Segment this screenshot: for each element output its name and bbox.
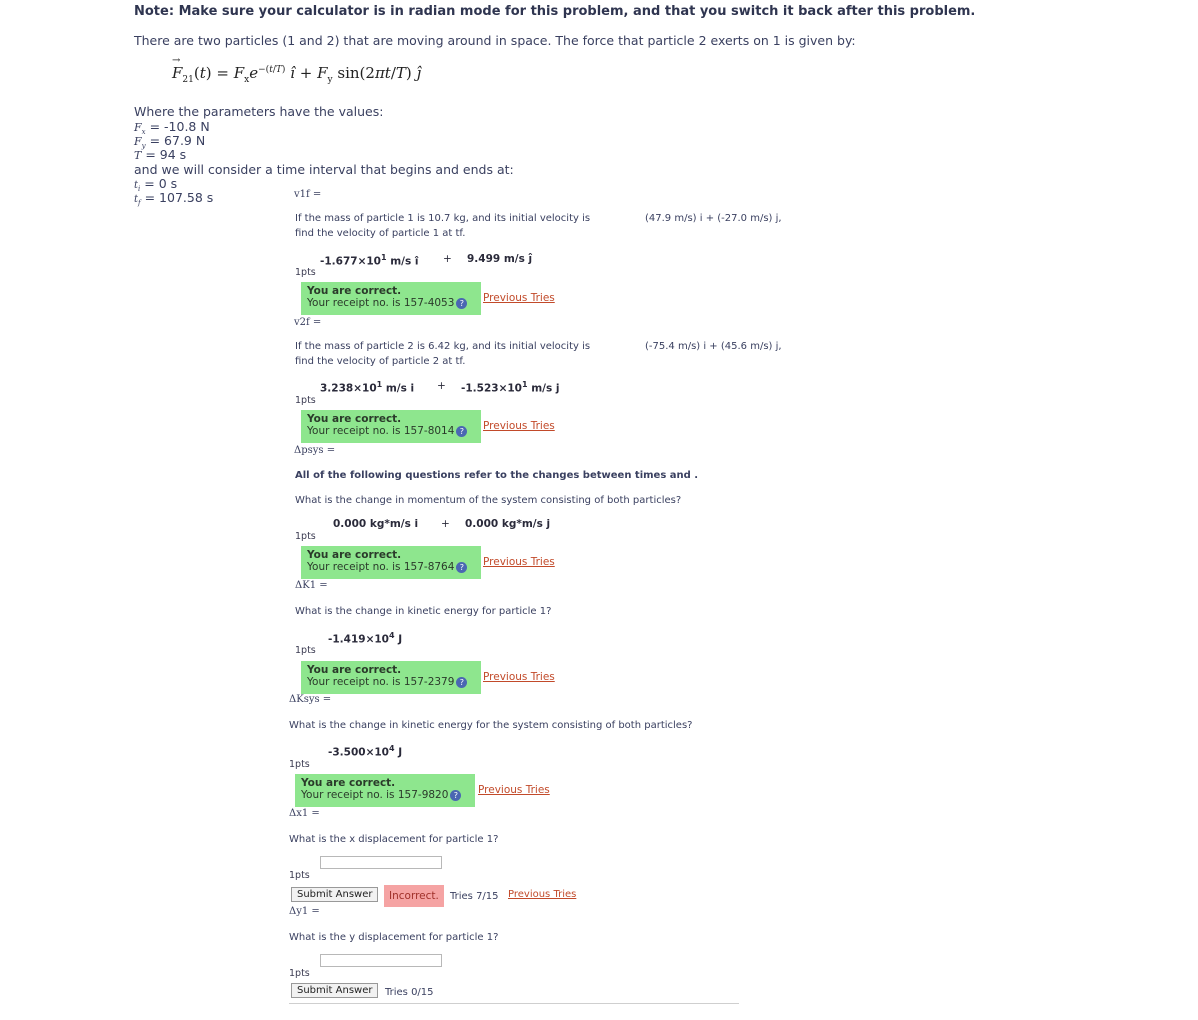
q4-points: 1pts (295, 645, 316, 656)
q3-answer-y: 0.000 kg*m/s j (465, 518, 551, 530)
q1-answer-x: $-1.677\times 10^1$ m/s î (320, 253, 419, 268)
interval-text: and we will consider a time interval that begins and ends at: (134, 162, 514, 177)
q4-label: ΔK1 = (295, 580, 328, 591)
help-icon[interactable]: ? (456, 426, 467, 437)
q6-label: Δx1 = (289, 808, 320, 819)
q3-header: All of the following questions refer to the changes between times and . (295, 470, 699, 481)
q6-previous-tries-link[interactable]: Previous Tries (508, 889, 577, 900)
q3-status: You are correct. (307, 549, 402, 561)
help-icon[interactable]: ? (456, 677, 467, 688)
q7-label: Δy1 = (289, 906, 320, 917)
q5-text: What is the change in kinetic energy for the system consisting of both particles? (289, 720, 693, 731)
q4-text: What is the change in kinetic energy for particle 1? (295, 606, 552, 617)
q1-points: 1pts (295, 267, 316, 278)
q4-receipt: Your receipt no. is 157-2379 (307, 676, 455, 688)
q7-points: 1pts (289, 968, 310, 979)
q3-previous-tries-link[interactable]: Previous Tries (483, 556, 555, 568)
help-icon[interactable]: ? (456, 562, 467, 573)
q7-tries: Tries 0/15 (385, 987, 434, 998)
q2-text: If the mass of particle 2 is 6.42 kg, and its initial velocity is find the velocity of particle 2 at tf. (295, 341, 591, 367)
q1-answer-y: 9.499 m/s ĵ (467, 253, 533, 265)
q1-previous-tries-link[interactable]: Previous Tries (483, 292, 555, 304)
q5-answer: $-3.500\times 10^4$ J (328, 744, 403, 759)
q2-plus: + (437, 380, 446, 392)
params-heading: Where the parameters have the values: (134, 104, 384, 119)
divider (289, 1003, 739, 1004)
q1-plus: + (443, 253, 452, 265)
q4-correct-box (301, 661, 481, 694)
help-icon[interactable]: ? (456, 298, 467, 309)
q1-status: You are correct. (307, 285, 402, 297)
force-formula: F → $_{21}(t) = F_xe^{-(t/T)}$ î + $F_y$ sin(2πt/T) ĵ (172, 55, 422, 85)
q2-previous-tries-link[interactable]: Previous Tries (483, 420, 555, 432)
q4-status: You are correct. (307, 664, 402, 676)
q6-points: 1pts (289, 870, 310, 881)
q3-receipt: Your receipt no. is 157-8764 (307, 561, 455, 573)
q2-receipt: Your receipt no. is 157-8014 (307, 425, 455, 437)
q1-receipt: Your receipt no. is 157-4053 (307, 297, 455, 309)
q5-previous-tries-link[interactable]: Previous Tries (478, 784, 550, 796)
q2-correct-box (301, 410, 481, 443)
q7-answer-input[interactable] (320, 954, 442, 967)
time-final: $t_f = 107.58$ s (134, 190, 214, 207)
q6-incorrect-badge: Incorrect. (384, 885, 444, 907)
q2-points: 1pts (295, 395, 316, 406)
q1-correct-box (301, 282, 481, 315)
q4-answer: $-1.419\times 10^4$ J (328, 631, 403, 646)
q3-points: 1pts (295, 531, 316, 542)
q6-text: What is the x displacement for particle 1? (289, 834, 499, 845)
q7-text: What is the y displacement for particle 1? (289, 932, 499, 943)
q5-receipt: Your receipt no. is 157-9820 (301, 789, 449, 801)
q3-plus: + (441, 518, 450, 530)
q2-answer-x: $3.238\times 10^1$ m/s i (320, 380, 415, 395)
q5-correct-box (295, 774, 475, 807)
q3-label: Δpsys = (294, 445, 336, 456)
q3-answer-x: 0.000 kg*m/s i (333, 518, 419, 530)
calculator-note: Note: Make sure your calculator is in radian mode for this problem, and that you switch it back after this problem. (134, 4, 976, 19)
help-icon[interactable]: ? (450, 790, 461, 801)
q2-label: v2f = (294, 317, 322, 328)
time-initial: $t_i = 0$ s (134, 176, 178, 193)
q1-label: v1f = (294, 189, 322, 200)
q3-correct-box (301, 546, 481, 579)
param-fy: $F_y = 67.9$ N (134, 133, 206, 151)
q2-status: You are correct. (307, 413, 402, 425)
q6-answer-input[interactable] (320, 856, 442, 869)
q4-previous-tries-link[interactable]: Previous Tries (483, 671, 555, 683)
q6-submit-button[interactable]: Submit Answer (291, 887, 378, 902)
param-fx: $F_x = -10.8$ N (134, 119, 210, 137)
q5-status: You are correct. (301, 777, 396, 789)
q2-initial-velocity: (-75.4 m/s) i + (45.6 m/s) j, (645, 341, 782, 352)
q1-text: If the mass of particle 1 is 10.7 kg, and its initial velocity is find the velocity of particle 1 at tf. (295, 213, 591, 239)
problem-intro: There are two particles (1 and 2) that are moving around in space. The force that particle 2 exerts on 1 is given by: (134, 33, 856, 48)
q7-submit-button[interactable]: Submit Answer (291, 983, 378, 998)
q5-label: ΔKsys = (289, 694, 332, 705)
q3-text: What is the change in momentum of the system consisting of both particles? (295, 495, 682, 506)
param-t: T = 94 s (134, 147, 187, 162)
q1-initial-velocity: (47.9 m/s) i + (-27.0 m/s) j, (645, 213, 782, 224)
q2-answer-y: $-1.523\times 10^1$ m/s j (461, 380, 560, 395)
q5-points: 1pts (289, 759, 310, 770)
q6-tries: Tries 7/15 (450, 891, 499, 902)
